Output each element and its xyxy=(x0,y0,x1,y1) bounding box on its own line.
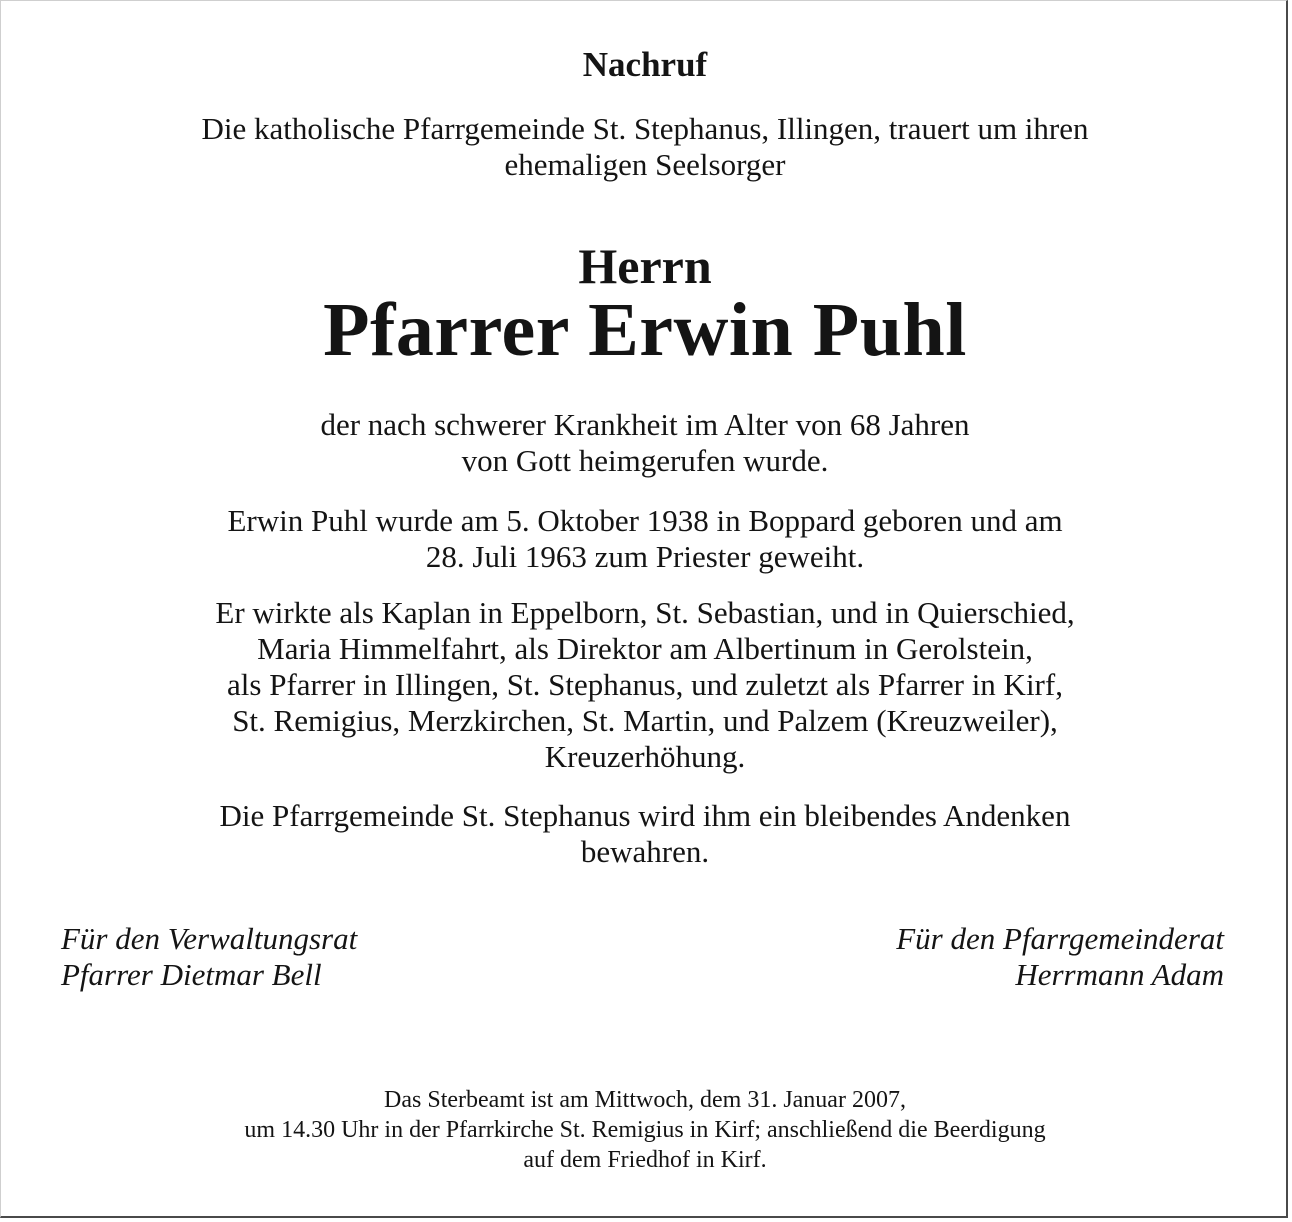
paragraph-line: Maria Himmelfahrt, als Direktor am Albertinum in Gerolstein, xyxy=(257,631,1033,666)
intro-text xyxy=(1,111,1289,183)
intro-line: Die katholische Pfarrgemeinde St. Stephanus, Illingen, trauert um ihren xyxy=(201,111,1089,146)
paragraph-line: bewahren. xyxy=(580,834,710,869)
footer-line: um 14.30 Uhr in der Pfarrkirche St. Remigius in Kirf; anschließend die Beerdigung xyxy=(244,1117,1046,1143)
signature-role: Für den Verwaltungsrat xyxy=(61,921,358,956)
paragraph-line: als Pfarrer in Illingen, St. Stephanus, und zuletzt als Pfarrer in Kirf, xyxy=(227,667,1063,702)
paragraph-line: von Gott heimgerufen wurde. xyxy=(461,443,829,478)
signature-right xyxy=(896,921,1224,993)
paragraph-remembrance xyxy=(1,798,1289,870)
notice-heading: Nachruf xyxy=(582,45,708,84)
paragraph-death xyxy=(1,407,1289,479)
footer-line: Das Sterbeamt ist am Mittwoch, dem 31. Januar 2007, xyxy=(384,1087,906,1113)
funeral-info xyxy=(1,1085,1289,1175)
signature-name: Pfarrer Dietmar Bell xyxy=(61,957,322,992)
paragraph-line: 28. Juli 1963 zum Priester geweiht. xyxy=(425,539,865,574)
paragraph-line: Erwin Puhl wurde am 5. Oktober 1938 in Boppard geboren und am xyxy=(227,503,1063,538)
paragraph-line: Er wirkte als Kaplan in Eppelborn, St. Sebastian, und in Quierschied, xyxy=(215,595,1075,630)
paragraph-line: der nach schwerer Krankheit im Alter von 68 Jahren xyxy=(320,407,970,442)
signature-role: Für den Pfarrgemeinderat xyxy=(896,921,1224,956)
paragraph-biography xyxy=(1,503,1289,575)
paragraph-line: St. Remigius, Merzkirchen, St. Martin, und Palzem (Kreuzweiler), xyxy=(232,703,1058,738)
intro-line: ehemaligen Seelsorger xyxy=(504,147,786,182)
signature-name: Herrmann Adam xyxy=(1015,957,1224,992)
deceased-name: Pfarrer Erwin Puhl xyxy=(323,288,967,372)
paragraph-line: Die Pfarrgemeinde St. Stephanus wird ihm ein bleibendes Andenken xyxy=(219,798,1071,833)
paragraph-line: Kreuzerhöhung. xyxy=(544,739,746,774)
salutation: Herrn xyxy=(578,238,712,294)
paragraph-career xyxy=(1,595,1289,775)
signature-left xyxy=(61,921,357,993)
footer-line: auf dem Friedhof in Kirf. xyxy=(523,1147,767,1173)
